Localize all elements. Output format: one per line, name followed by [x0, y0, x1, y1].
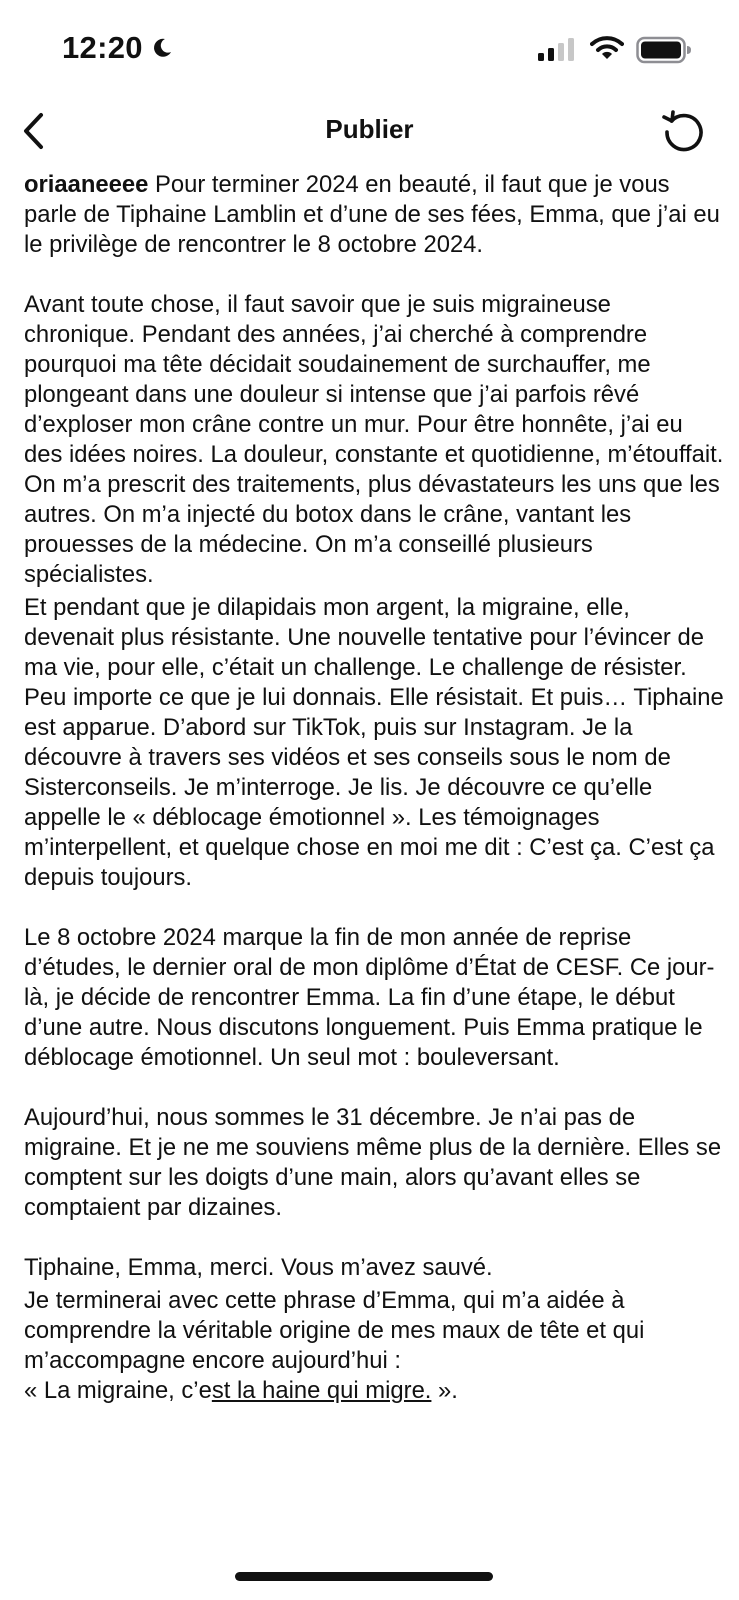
refresh-button[interactable] — [660, 108, 708, 156]
cellular-signal-icon — [538, 38, 576, 62]
quote-underlined: st la haine qui migre. — [211, 1377, 432, 1404]
moon-icon — [150, 36, 174, 60]
nav-bar — [0, 96, 739, 168]
battery-icon — [636, 36, 692, 64]
post-caption — [24, 170, 724, 1406]
wifi-icon — [590, 35, 624, 61]
home-indicator[interactable] — [235, 1572, 493, 1581]
refresh-icon — [661, 109, 707, 155]
caption-paragraph: Je terminerai avec cette phrase d’Emma, qui m’a aidée à comprendre la véritable origine de mes maux de tête et qui m’accompagne encore aujourd’hui : — [24, 1287, 645, 1374]
caption-paragraph: Le 8 octobre 2024 marque la fin de mon année de reprise d’études, le dernier oral de mon diplôme d’État de CESF. Ce jour-là, je décide de rencontrer Emma. La fin d’une étape, le début d’une autre. Nous discutons longuement. Puis Emma pratique le déblocage émotionnel. Un seul mot : bouleversant. — [24, 924, 715, 1071]
status-bar — [0, 0, 739, 96]
caption-paragraph: Tiphaine, Emma, merci. Vous m’avez sauvé. — [24, 1254, 493, 1281]
status-time: 12:20 — [62, 30, 143, 65]
caption-paragraph: Aujourd’hui, nous sommes le 31 décembre. Je n’ai pas de migraine. Et je ne me souviens même plus de la dernière. Elles se comptent sur les doigts d’une main, alors qu’avant elles se comptaient par dizaines. — [24, 1104, 722, 1221]
caption-paragraph: Avant toute chose, il faut savoir que je suis migraineuse chronique. Pendant des années, j’ai cherché à comprendre pourquoi ma tête décidait soudainement de surchauffer, me plongeant dans une douleur si intense que j’ai parfois rêvé d’exploser mon crâne contre un mur. Pour être honnête, j’ai eu des idées noires. La douleur, constante et quotidienne, m’étouffait. On m’a prescrit des traitements, plus dévastateurs les uns que les autres. On m’a injecté du botox dans le crâne, vantant les prouesses de la médecine. On m’a conseillé plusieurs spécialistes. — [24, 291, 724, 588]
caption-quote — [24, 1376, 724, 1406]
quote-end: ». — [431, 1377, 458, 1404]
caption-paragraph: Et pendant que je dilapidais mon argent, la migraine, elle, devenait plus résistante. Une nouvelle tentative pour l’évincer de ma vie, pour elle, c’était un challenge. Le challenge de résister. Peu importe ce que je lui donnais. Elle résistait. Et puis… Tiphaine est apparue. D’abord sur TikTok, puis sur Instagram. Je la découvre à travers ses vidéos et ses conseils sous le nom de Sisterconseils. Je m’interroge. Je lis. Je découvre ce qu’elle appelle le « déblocage émotionnel ». Les témoignages m’interpellent, et quelque chose en moi me dit : C’est ça. C’est ça depuis toujours. — [24, 594, 724, 891]
caption-intro — [24, 170, 724, 260]
caption-username[interactable]: oriaaneeee — [24, 171, 149, 198]
page-title: Publier — [325, 114, 414, 144]
quote-start: « La migraine, c’e — [24, 1377, 212, 1404]
caption-intro-text: Pour terminer 2024 en beauté, il faut que je vous parle de Tiphaine Lamblin et d’une de ses fées, Emma, que j’ai eu le privilège de rencontrer le 8 octobre 2024. — [24, 171, 720, 258]
